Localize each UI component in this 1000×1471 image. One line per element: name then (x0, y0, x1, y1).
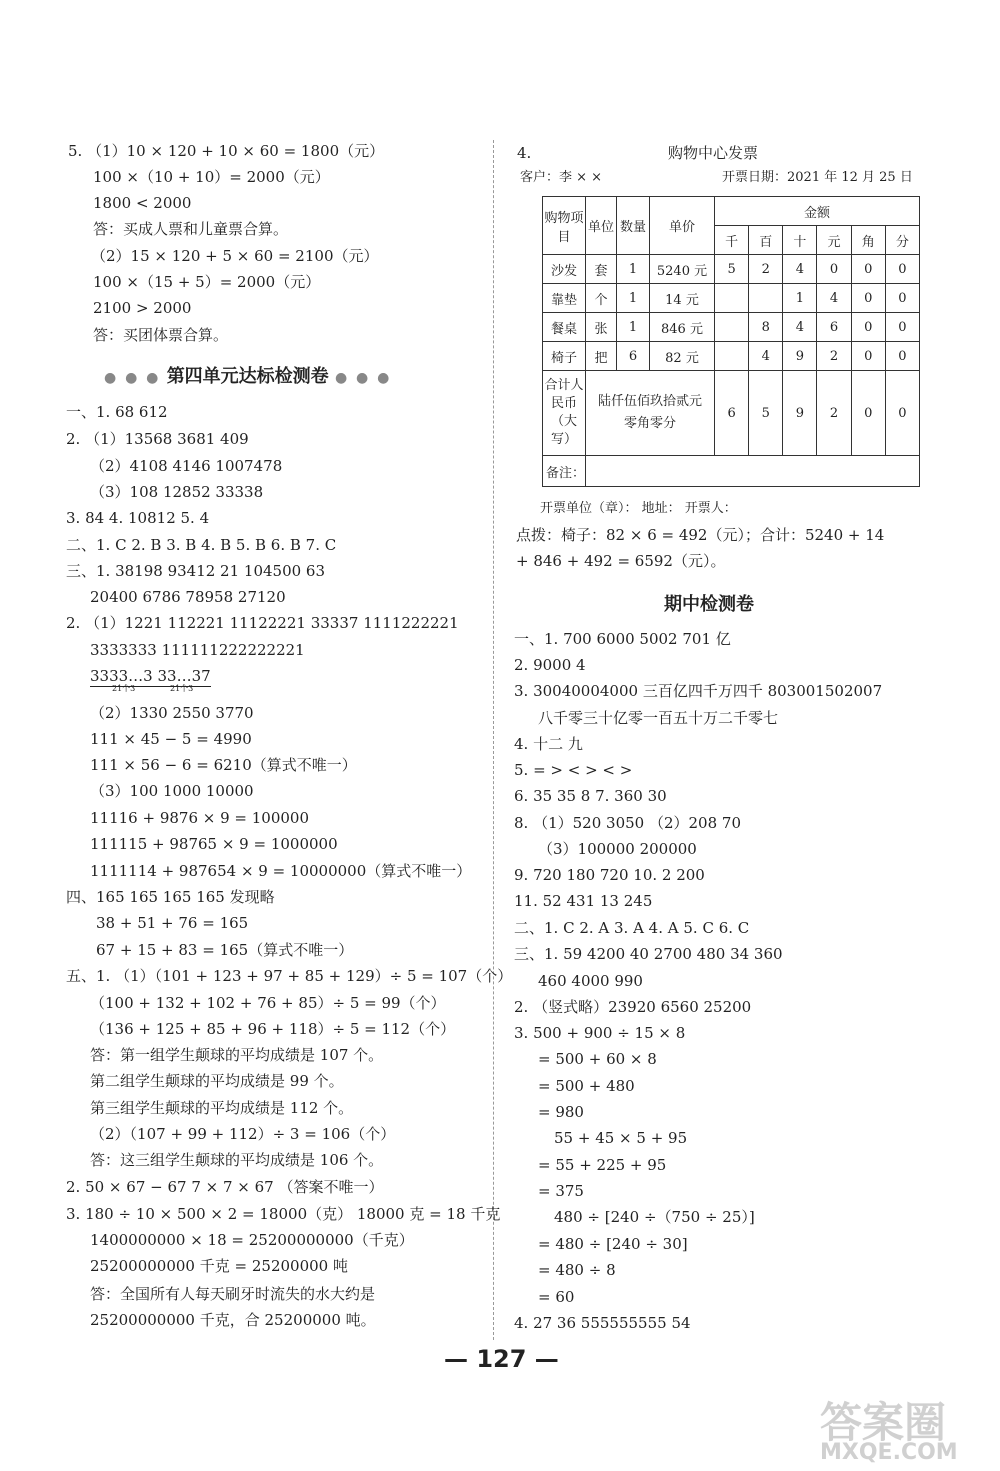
answer-line: 五、1. （1）（101 + 123 + 97 + 85 + 129）÷ 5 = 107（个） (66, 967, 513, 985)
header-digit: 分 (885, 226, 919, 255)
question-label: 4. (517, 144, 532, 162)
answer-line: 3. 84 4. 10812 5. 4 (66, 509, 210, 527)
header-digit: 十 (783, 226, 817, 255)
cell-digit: 5 (715, 255, 749, 284)
answer-line: 第二组学生颠球的平均成绩是 99 个。 (90, 1072, 344, 1090)
answer-line: 答：买成人票和儿童票合算。 (93, 220, 289, 238)
answer-line: 111 × 45 − 5 = 4990 (90, 730, 252, 748)
answer-line: 4. 十二 九 (514, 735, 583, 753)
answer-line: 答：这三组学生颠球的平均成绩是 106 个。 (90, 1151, 384, 1169)
invoice-table (542, 196, 920, 487)
total-label: 合计人民币（大写） (543, 371, 586, 456)
answer-line: = 500 + 60 × 8 (538, 1050, 657, 1068)
answer-line: 2. （1）1221 112221 11122221 33337 1111222221 (66, 614, 459, 632)
cell-digit (715, 313, 749, 342)
cell-digit: 0 (885, 284, 919, 313)
page-number: — 127 — (444, 1345, 559, 1373)
answer-line: 100 ×（15 + 5）= 2000（元） (93, 273, 321, 291)
cell-price: 14 元 (650, 284, 715, 313)
cell-unit: 个 (586, 284, 617, 313)
cell-digit: 2 (817, 371, 851, 456)
table-row (543, 284, 920, 313)
tip-line: + 846 + 492 = 6592（元）。 (516, 552, 726, 570)
answer-line: （2）15 × 120 + 5 × 60 = 2100（元） (91, 247, 379, 265)
answer-line: 1111114 + 987654 × 9 = 10000000（算式不唯一） (90, 862, 472, 880)
answer-line: 3333333 111111222222221 (90, 641, 305, 659)
answer-line: 5. = > < > < > (514, 761, 633, 779)
answer-line: 25200000000 千克，合 25200000 吨。 (90, 1311, 376, 1329)
answer-line: 三、1. 59 4200 40 2700 480 34 360 (514, 945, 783, 963)
cell-digit: 0 (885, 255, 919, 284)
unit-title: 第四单元达标检测卷 (166, 366, 329, 387)
heading-dots-left: ● ● ● (104, 370, 161, 386)
answer-line: = 500 + 480 (538, 1077, 635, 1095)
cell-digit: 5 (749, 371, 783, 456)
cell-digit: 4 (749, 342, 783, 371)
cell-digit: 6 (817, 313, 851, 342)
answer-line: 6. 35 35 8 7. 360 30 (514, 787, 667, 805)
answer-line: 2. （竖式略）23920 6560 25200 (514, 998, 752, 1016)
answer-line: 460 4000 990 (538, 972, 643, 990)
total-row (543, 371, 920, 456)
answer-line: = 375 (538, 1182, 584, 1200)
tip-line: 点拨：椅子：82 × 6 = 492（元）；合计：5240 + 14 (516, 526, 885, 544)
table-row (543, 313, 920, 342)
answer-line: 1800 < 2000 (93, 194, 192, 212)
cell-item: 餐桌 (543, 313, 586, 342)
remark-row (543, 456, 920, 487)
answer-line: 四、165 165 165 165 发现略 (66, 888, 275, 906)
midterm-title: 期中检测卷 (664, 594, 754, 615)
header-digit: 元 (817, 226, 851, 255)
answer-line: 4. 27 36 555555555 54 (514, 1314, 691, 1332)
cell-unit: 张 (586, 313, 617, 342)
cell-digit: 6 (715, 371, 749, 456)
cell-digit: 9 (783, 371, 817, 456)
answer-line: 2. （1）13568 3681 409 (66, 430, 249, 448)
answer-line: 9. 720 180 720 10. 2 200 (514, 866, 705, 884)
header-item: 购物项目 (543, 197, 586, 255)
answer-line: 480 ÷ [240 ÷（750 ÷ 25）] (554, 1208, 755, 1226)
answer-line: （3）100000 200000 (538, 840, 697, 858)
answer-line: 二、1. C 2. A 3. A 4. A 5. C 6. C (514, 919, 750, 937)
cell-digit (715, 284, 749, 313)
answer-line: （100 + 132 + 102 + 76 + 85）÷ 5 = 99（个） (90, 994, 446, 1012)
cell-digit: 0 (885, 342, 919, 371)
answer-line: 答：全国所有人每天刷牙时流失的水大约是 (90, 1285, 376, 1303)
cell-qty: 1 (617, 284, 650, 313)
cell-price: 5240 元 (650, 255, 715, 284)
answer-line: 38 + 51 + 76 = 165 (96, 914, 249, 932)
cell-item: 靠垫 (543, 284, 586, 313)
cell-digit: 0 (851, 313, 885, 342)
cell-digit: 2 (749, 255, 783, 284)
remark-label: 备注： (543, 456, 586, 487)
cell-digit: 0 (851, 371, 885, 456)
brace-note: 21个3 (170, 684, 194, 693)
cell-digit: 1 (783, 284, 817, 313)
answer-line: 8. （1）520 3050 （2）208 70 (514, 814, 741, 832)
cell-unit: 把 (586, 342, 617, 371)
answer-line: 11116 + 9876 × 9 = 100000 (90, 809, 310, 827)
answer-line: = 480 ÷ [240 ÷ 30] (538, 1235, 688, 1253)
answer-line: 20400 6786 78958 27120 (90, 588, 286, 606)
table-row (543, 255, 920, 284)
unit-section-heading (104, 362, 391, 388)
answer-line: 67 + 15 + 83 = 165（算式不唯一） (96, 941, 354, 959)
answer-line: 一、1. 700 6000 5002 701 亿 (514, 630, 731, 648)
answer-line: = 60 (538, 1288, 575, 1306)
answer-line: 第三组学生颠球的平均成绩是 112 个。 (90, 1099, 354, 1117)
answer-line: 二、1. C 2. B 3. B 4. B 5. B 6. B 7. C (66, 536, 337, 554)
cell-price: 846 元 (650, 313, 715, 342)
cell-digit: 0 (817, 255, 851, 284)
invoice-title: 购物中心发票 (668, 144, 759, 162)
answer-line: 三、1. 38198 93412 21 104500 63 (66, 562, 326, 580)
invoice-date: 开票日期：2021 年 12 月 25 日 (722, 170, 913, 185)
watermark-url: MXQE.COM (820, 1440, 958, 1465)
answer-line: = 980 (538, 1103, 584, 1121)
answer-line: 55 + 45 × 5 + 95 (554, 1129, 688, 1147)
header-digit: 千 (715, 226, 749, 255)
cell-unit: 套 (586, 255, 617, 284)
cell-digit: 9 (783, 342, 817, 371)
cell-digit: 4 (817, 284, 851, 313)
header-digit: 角 (851, 226, 885, 255)
answer-line: 2100 > 2000 (93, 299, 192, 317)
cell-digit (749, 284, 783, 313)
answer-line: 3. 30040004000 三百亿四千万四千 803001502007 (514, 682, 883, 700)
invoice-customer: 客户：李 × × (520, 170, 603, 185)
answer-line: 答：第一组学生颠球的平均成绩是 107 个。 (90, 1046, 384, 1064)
header-amount: 金额 (715, 197, 920, 226)
cell-digit: 0 (885, 371, 919, 456)
answer-line: （2）1330 2550 3770 (90, 704, 254, 722)
brace-note: 21个3 (112, 684, 136, 693)
answer-line: 2. 9000 4 (514, 656, 586, 674)
answer-line: 一、1. 68 612 (66, 403, 168, 421)
cell-qty: 6 (617, 342, 650, 371)
cell-price: 82 元 (650, 342, 715, 371)
cell-digit: 2 (817, 342, 851, 371)
invoice-footer: 开票单位（章）： 地址： 开票人： (540, 501, 737, 516)
cell-qty: 1 (617, 255, 650, 284)
answer-line: 25200000000 千克 = 25200000 吨 (90, 1257, 348, 1275)
answer-line: 2. 50 × 67 − 67 7 × 7 × 67 （答案不唯一） (66, 1178, 384, 1196)
answer-line: （136 + 125 + 85 + 96 + 118）÷ 5 = 112（个） (90, 1020, 456, 1038)
cell-item: 沙发 (543, 255, 586, 284)
answer-line: 八千零三十亿零一百五十万二千零七 (538, 709, 779, 727)
answer-line: = 480 ÷ 8 (538, 1261, 616, 1279)
header-price: 单价 (650, 197, 715, 255)
cell-digit: 0 (885, 313, 919, 342)
watermark-logo: 答案圈 (820, 1398, 947, 1447)
answer-line: 111 × 56 − 6 = 6210（算式不唯一） (90, 756, 357, 774)
column-divider (493, 140, 494, 1340)
answer-line: 100 ×（10 + 10）= 2000（元） (93, 168, 330, 186)
cell-item: 椅子 (543, 342, 586, 371)
cell-digit: 0 (851, 284, 885, 313)
cell-digit: 4 (783, 313, 817, 342)
answer-line: 3. 500 + 900 ÷ 15 × 8 (514, 1024, 686, 1042)
cell-digit: 4 (783, 255, 817, 284)
answer-line: 答：买团体票合算。 (93, 326, 229, 344)
cell-digit: 0 (851, 255, 885, 284)
remark-value (586, 456, 920, 487)
answer-line: （2）（107 + 99 + 112）÷ 3 = 106（个） (90, 1125, 396, 1143)
cell-digit: 8 (749, 313, 783, 342)
answer-line: 3. 180 ÷ 10 × 500 × 2 = 18000（克） 18000 克 = 18 千克 (66, 1205, 501, 1223)
answer-line: （3）108 12852 33338 (90, 483, 264, 501)
header-qty: 数量 (617, 197, 650, 255)
cell-digit (715, 342, 749, 371)
answer-line: （3）100 1000 10000 (90, 782, 254, 800)
header-digit: 百 (749, 226, 783, 255)
answer-line: （2）4108 4146 1007478 (90, 457, 283, 475)
answer-line: = 55 + 225 + 95 (538, 1156, 667, 1174)
answer-line: 5. （1）10 × 120 + 10 × 60 = 1800（元） (68, 142, 385, 160)
answer-line: 111115 + 98765 × 9 = 1000000 (90, 835, 338, 853)
cell-qty: 1 (617, 313, 650, 342)
header-unit: 单位 (586, 197, 617, 255)
heading-dots-right: ● ● ● (334, 370, 392, 386)
table-row (543, 342, 920, 371)
cell-digit: 0 (851, 342, 885, 371)
answer-line: 11. 52 431 13 245 (514, 892, 653, 910)
answer-line: 1400000000 × 18 = 25200000000（千克） (90, 1231, 414, 1249)
total-text: 陆仟伍佰玖拾贰元零角零分 (586, 371, 715, 456)
answer-line-underbrace: 3333…3 33…37 (90, 667, 211, 685)
